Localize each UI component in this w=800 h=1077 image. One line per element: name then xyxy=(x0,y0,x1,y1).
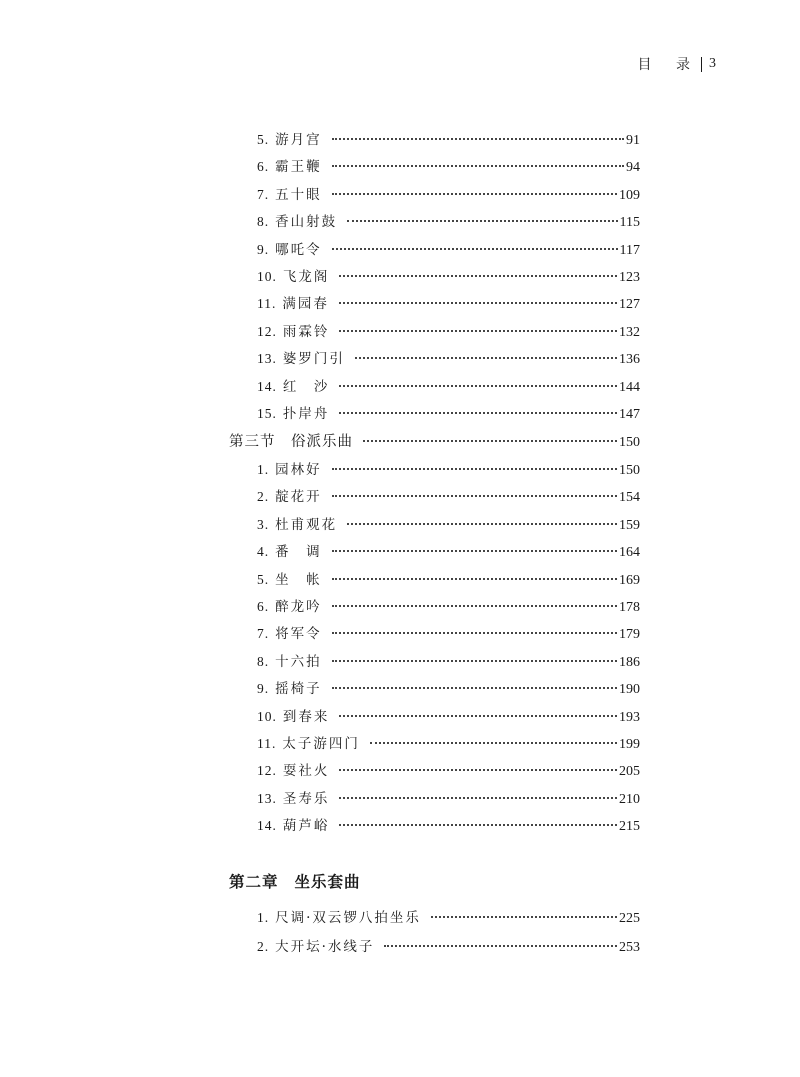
entry-page-number: 193 xyxy=(619,709,640,725)
toc-entry[interactable] xyxy=(257,678,640,700)
dot-leader xyxy=(339,301,617,304)
entry-page-number: 164 xyxy=(619,545,640,561)
entry-title: 红 沙 xyxy=(282,378,330,395)
entry-label xyxy=(257,184,322,206)
entry-number: 7. xyxy=(257,626,270,642)
entry-page-number: 215 xyxy=(619,819,640,835)
entry-number: 5. xyxy=(257,132,270,147)
entry-number: 11. xyxy=(257,296,277,312)
entry-label xyxy=(257,129,322,151)
dot-leader xyxy=(332,577,617,580)
entry-number: 13. xyxy=(257,790,277,806)
dot-leader xyxy=(339,384,617,387)
dot-leader xyxy=(363,439,617,442)
dot-leader xyxy=(339,274,617,277)
entry-page-number: 117 xyxy=(619,242,640,258)
toc-entry[interactable] xyxy=(257,569,640,591)
entry-page-number: 147 xyxy=(619,407,640,422)
toc-entry[interactable] xyxy=(257,156,640,178)
entry-number: 6. xyxy=(257,599,270,614)
dot-leader xyxy=(384,944,617,947)
toc-entry[interactable] xyxy=(257,321,640,343)
entry-title: 五十眼 xyxy=(275,186,322,203)
entry-title: 飞龙阁 xyxy=(282,269,330,285)
entry-number: 10. xyxy=(257,708,277,724)
entry-number: 15. xyxy=(257,406,277,421)
dot-leader xyxy=(347,219,617,222)
entry-label xyxy=(257,936,374,958)
entry-page-number: 178 xyxy=(619,600,640,615)
entry-title: 游月宫 xyxy=(275,132,322,148)
entry-title: 扑岸舟 xyxy=(282,406,330,422)
entry-number: 2. xyxy=(257,489,270,505)
dot-leader xyxy=(332,192,617,195)
entry-page-number: 94 xyxy=(626,160,640,176)
entry-label xyxy=(257,733,360,755)
header-title: 目 录 xyxy=(637,57,700,73)
entry-page-number: 109 xyxy=(619,187,640,203)
entry-label xyxy=(257,486,322,508)
entry-page-number: 199 xyxy=(619,737,640,752)
entry-title: 尺调·双云锣八拍坐乐 xyxy=(275,910,421,926)
entry-number: 8. xyxy=(257,653,270,669)
toc-entry[interactable] xyxy=(257,760,640,782)
entry-title: 大开坛·水线子 xyxy=(275,938,375,955)
entry-page-number: 136 xyxy=(619,352,640,368)
entry-page-number: 132 xyxy=(619,324,640,340)
entry-number: 14. xyxy=(257,818,277,834)
dot-leader xyxy=(370,741,617,744)
entry-page-number: 150 xyxy=(619,463,640,478)
entry-title: 十六拍 xyxy=(275,653,322,670)
chapter-title: 坐乐套曲 xyxy=(294,873,361,891)
header-page-number: 3 xyxy=(709,56,716,71)
entry-page-number: 205 xyxy=(619,764,640,780)
entry-title: 婆罗门引 xyxy=(282,351,345,368)
entry-number: 8. xyxy=(257,214,270,230)
entry-label xyxy=(257,541,322,563)
entry-page-number: 144 xyxy=(619,379,640,395)
entry-page-number: 190 xyxy=(619,682,640,698)
entry-title: 太子游四门 xyxy=(282,736,360,752)
toc-entry[interactable] xyxy=(257,129,640,151)
toc-entry[interactable] xyxy=(257,541,640,563)
entry-label xyxy=(257,514,337,536)
entry-title: 耍社火 xyxy=(282,763,330,780)
entry-label xyxy=(257,293,329,315)
entry-page-number: 179 xyxy=(619,627,640,643)
entry-number: 4. xyxy=(257,544,270,560)
entry-title: 哪吒令 xyxy=(275,241,322,258)
entry-page-number: 154 xyxy=(619,490,640,506)
entry-label xyxy=(257,321,329,343)
entry-title: 坐 帐 xyxy=(275,571,322,588)
entry-number: 2. xyxy=(257,938,270,954)
entry-title: 摇椅子 xyxy=(275,681,322,698)
toc-entry[interactable] xyxy=(257,266,640,288)
toc-entry[interactable] xyxy=(257,788,640,810)
entry-number: 13. xyxy=(257,351,277,367)
toc-entry[interactable] xyxy=(257,403,640,425)
entry-title: 到春来 xyxy=(282,708,330,725)
entry-title: 园林好 xyxy=(275,462,322,478)
toc-entry[interactable] xyxy=(257,596,640,618)
dot-leader xyxy=(339,714,617,717)
entry-number: 11. xyxy=(257,736,277,751)
entry-label xyxy=(257,815,329,837)
dot-leader xyxy=(332,164,624,167)
dot-leader xyxy=(339,768,617,771)
dot-leader xyxy=(332,659,617,662)
toc-entry[interactable] xyxy=(257,706,640,728)
dot-leader xyxy=(431,915,617,918)
entry-number: 9. xyxy=(257,241,270,257)
toc-entry[interactable] xyxy=(257,936,640,958)
entry-title: 葫芦峪 xyxy=(282,818,330,835)
entry-title: 满园春 xyxy=(282,296,329,313)
entry-label xyxy=(257,459,322,481)
entry-label xyxy=(257,706,329,728)
toc-entry[interactable] xyxy=(257,651,640,673)
entry-page-number: 127 xyxy=(619,297,640,313)
entry-page-number: 115 xyxy=(619,215,640,231)
toc-entry[interactable] xyxy=(257,239,640,261)
toc-entry[interactable] xyxy=(257,623,640,645)
entry-page-number: 169 xyxy=(619,572,640,588)
entry-title: 霸王鞭 xyxy=(275,159,322,176)
dot-leader xyxy=(355,356,617,359)
dot-leader xyxy=(347,522,617,525)
entry-number: 14. xyxy=(257,378,277,394)
entry-label xyxy=(257,211,337,233)
chapter-number: 第二章 xyxy=(229,873,279,891)
entry-title: 圣寿乐 xyxy=(282,790,330,807)
entry-page-number: 159 xyxy=(619,517,640,533)
entry-number: 12. xyxy=(257,763,277,779)
entry-label xyxy=(257,596,322,618)
entry-title: 杜甫观花 xyxy=(275,516,338,533)
entry-title: 醉龙吟 xyxy=(275,599,322,615)
entry-page-number: 253 xyxy=(619,939,640,955)
dot-leader xyxy=(332,631,617,634)
toc-entry[interactable] xyxy=(257,733,640,755)
entry-label xyxy=(257,760,329,782)
dot-leader xyxy=(339,796,617,799)
toc-entry[interactable] xyxy=(257,348,640,370)
toc-entry[interactable] xyxy=(257,293,640,315)
toc-section-heading xyxy=(229,431,640,453)
chapter-heading xyxy=(229,870,361,892)
entry-label xyxy=(257,907,421,929)
entry-title: 番 调 xyxy=(275,544,322,561)
entry-label xyxy=(257,376,329,398)
dot-leader xyxy=(332,247,618,250)
toc-entry[interactable] xyxy=(257,184,640,206)
entry-title: 将军令 xyxy=(275,626,322,643)
dot-leader xyxy=(332,549,617,552)
entry-number: 5. xyxy=(257,571,270,587)
entry-label xyxy=(257,788,329,810)
entry-page-number: 210 xyxy=(619,791,640,807)
toc-entry[interactable] xyxy=(257,486,640,508)
section-page-number: 150 xyxy=(619,435,640,450)
section-label: 第三节 俗派乐曲 xyxy=(229,434,353,450)
entry-number: 3. xyxy=(257,516,270,532)
entry-page-number: 91 xyxy=(626,133,640,148)
toc-entry[interactable] xyxy=(257,376,640,398)
dot-leader xyxy=(332,604,617,607)
entry-number: 7. xyxy=(257,186,270,202)
entry-number: 1. xyxy=(257,462,270,477)
entry-number: 12. xyxy=(257,323,277,339)
entry-label xyxy=(257,403,329,425)
entry-number: 1. xyxy=(257,910,270,925)
entry-title: 香山射鼓 xyxy=(275,214,338,231)
entry-label xyxy=(257,239,322,261)
entry-page-number: 225 xyxy=(619,911,640,926)
entry-label xyxy=(257,569,322,591)
dot-leader xyxy=(339,823,617,826)
toc-entry[interactable] xyxy=(257,907,640,929)
entry-title: 雨霖铃 xyxy=(282,323,330,340)
entry-label xyxy=(257,348,345,370)
entry-page-number: 186 xyxy=(619,654,640,670)
toc-entry[interactable] xyxy=(257,815,640,837)
entry-label xyxy=(257,651,322,673)
toc-entry[interactable] xyxy=(257,459,640,481)
dot-leader xyxy=(332,494,617,497)
entry-number: 10. xyxy=(257,269,277,284)
entry-label xyxy=(257,623,322,645)
entry-label xyxy=(257,678,322,700)
entry-label xyxy=(257,156,322,178)
toc-entry[interactable] xyxy=(257,514,640,536)
entry-number: 9. xyxy=(257,681,270,697)
dot-leader xyxy=(332,686,617,689)
dot-leader xyxy=(332,467,617,470)
entry-title: 靛花开 xyxy=(275,489,322,506)
dot-leader xyxy=(332,137,624,140)
toc-entry[interactable] xyxy=(257,211,640,233)
entry-label xyxy=(257,266,329,288)
entry-page-number: 123 xyxy=(619,270,640,285)
entry-number: 6. xyxy=(257,159,270,175)
dot-leader xyxy=(339,411,617,414)
dot-leader xyxy=(339,329,617,332)
